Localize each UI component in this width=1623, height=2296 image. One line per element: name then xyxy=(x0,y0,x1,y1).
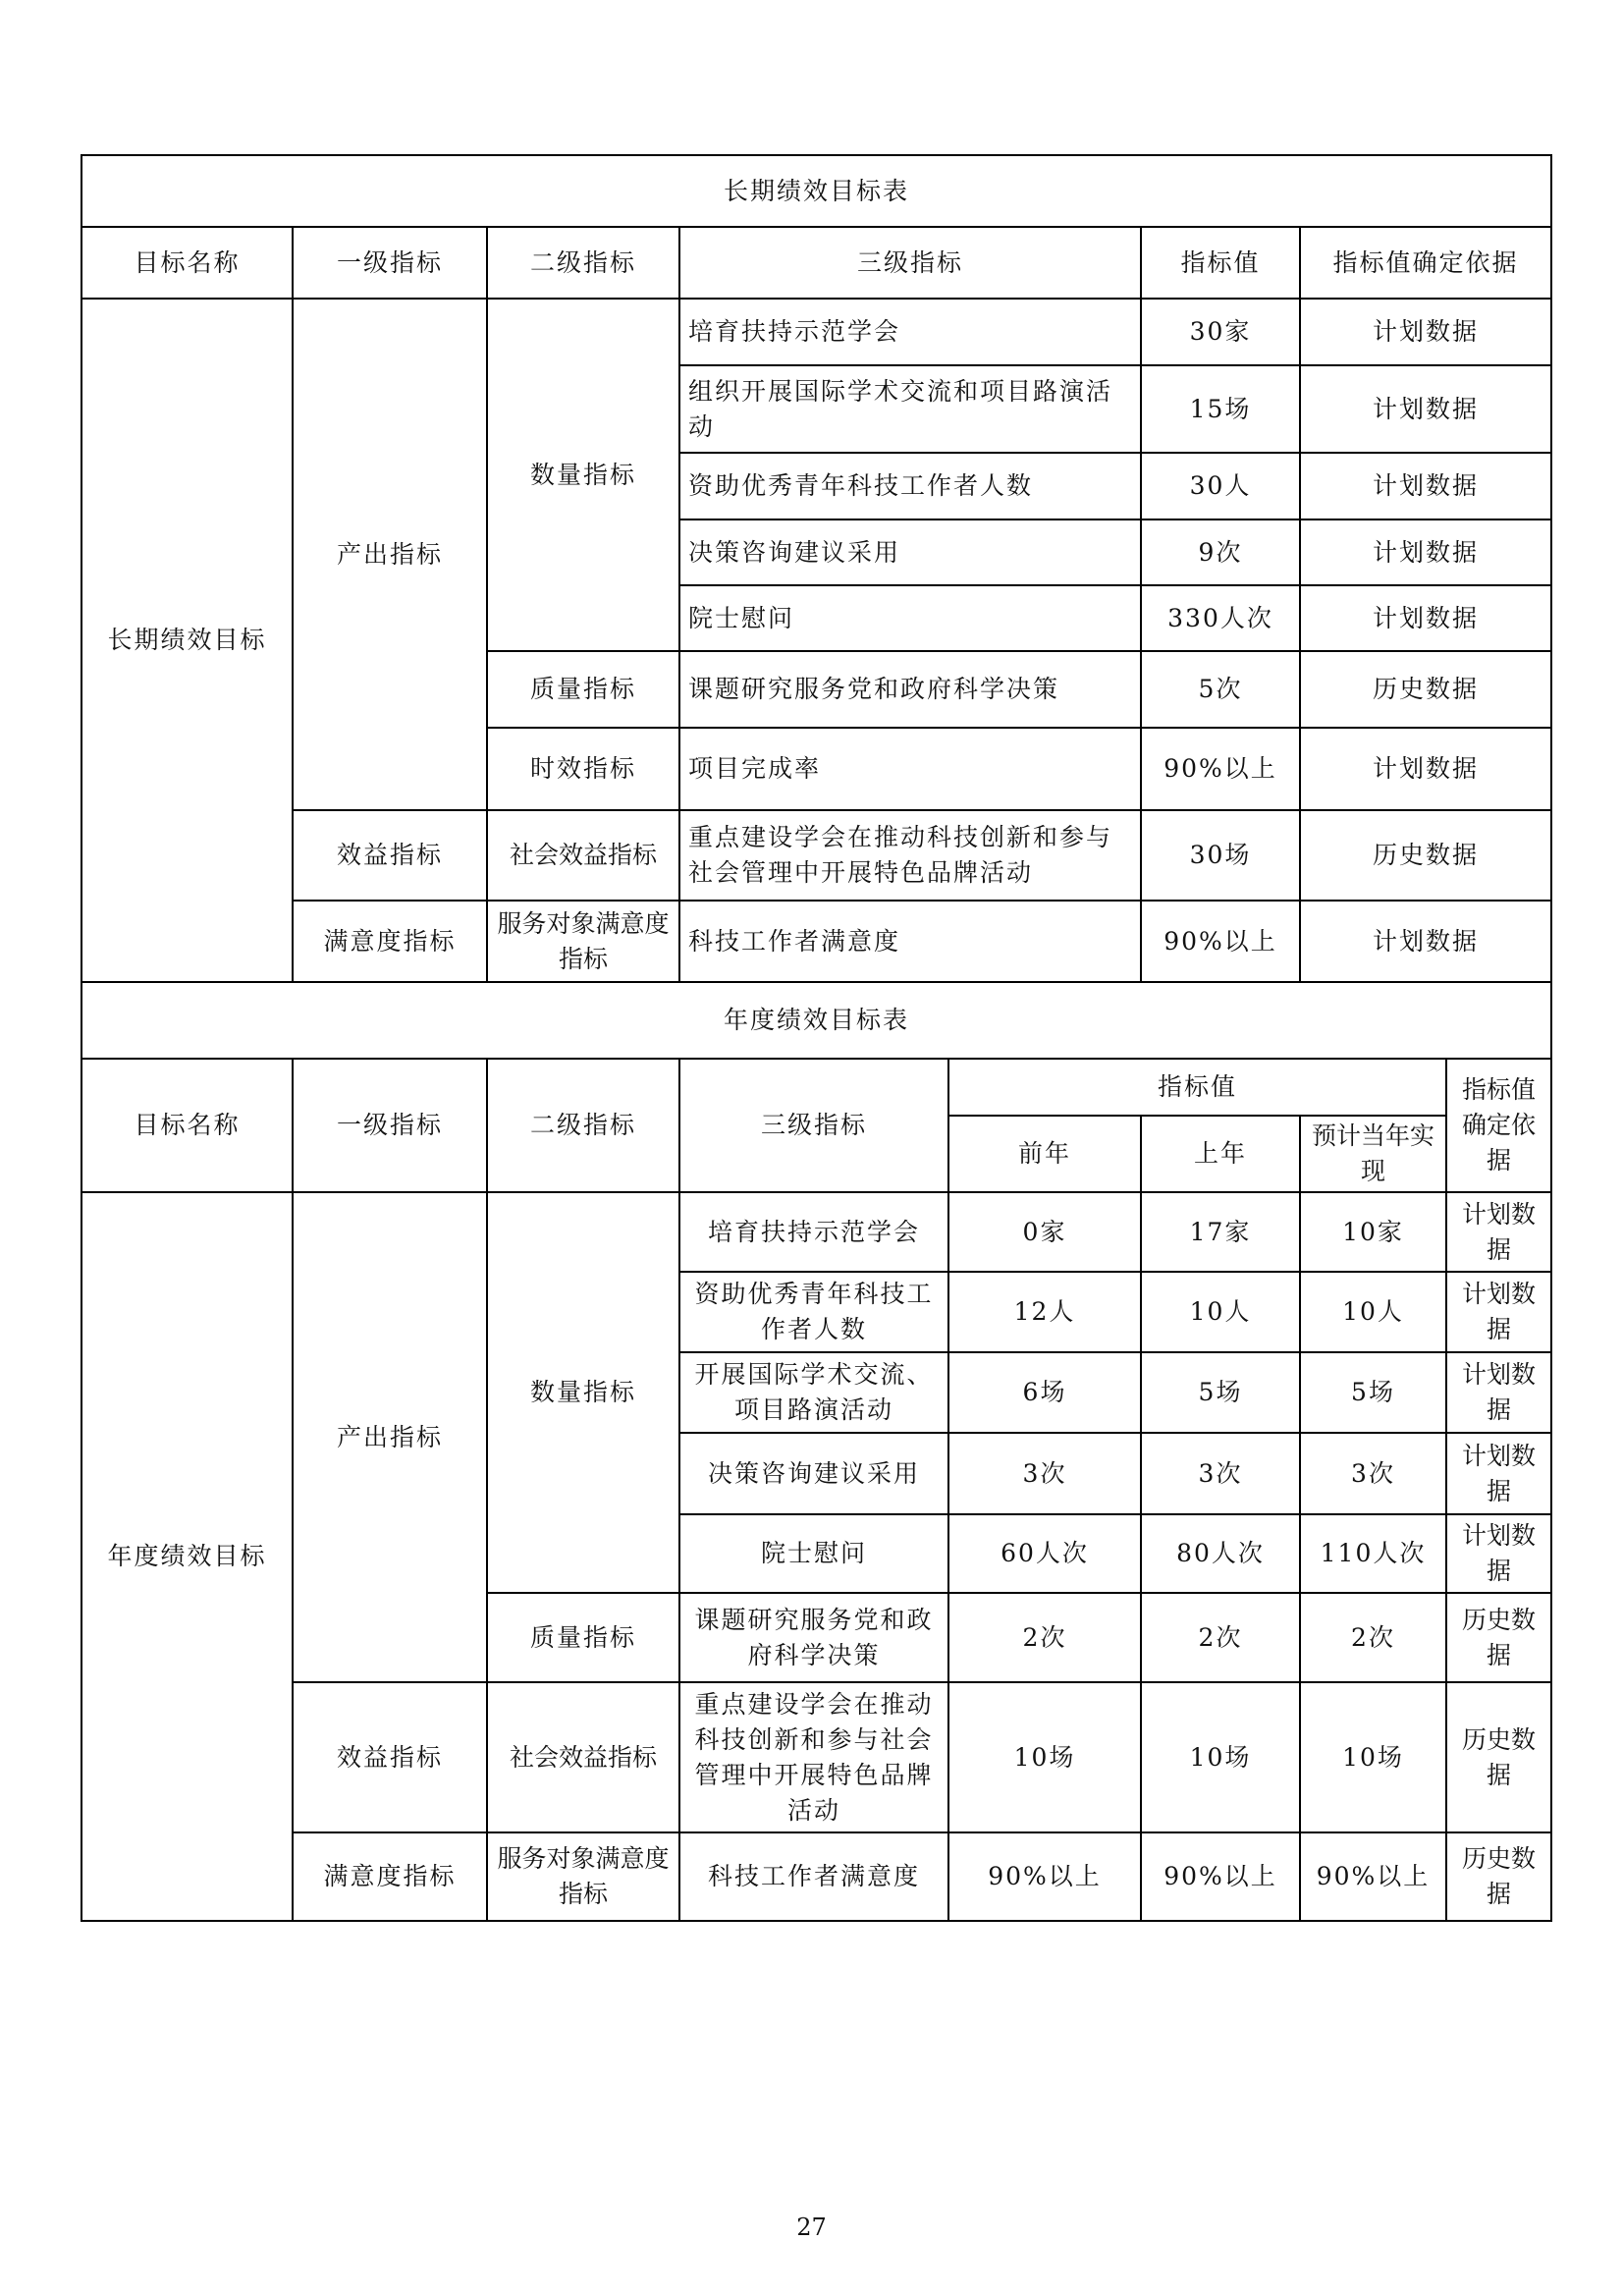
lt-row-basis: 计划数据 xyxy=(1300,299,1551,365)
an-quality-cell: 质量指标 xyxy=(487,1593,679,1682)
lt-row-basis: 计划数据 xyxy=(1300,585,1551,651)
an-header-prev-year: 前年 xyxy=(948,1116,1141,1192)
lt-row-name: 课题研究服务党和政府科学决策 xyxy=(679,651,1141,728)
an-row-last: 90%以上 xyxy=(1141,1832,1300,1921)
lt-row-basis: 计划数据 xyxy=(1300,365,1551,453)
lt-row-value: 5次 xyxy=(1141,651,1300,728)
an-row-last: 10场 xyxy=(1141,1682,1300,1832)
an-row-last: 17家 xyxy=(1141,1192,1300,1272)
an-row-last: 10人 xyxy=(1141,1272,1300,1352)
an-row-expected: 110人次 xyxy=(1300,1514,1446,1593)
an-row-basis: 计划数据 xyxy=(1446,1433,1551,1514)
lt-row-name: 组织开展国际学术交流和项目路演活动 xyxy=(679,365,1141,453)
an-header-expected: 预计当年实现 xyxy=(1300,1116,1446,1192)
an-row-expected: 3次 xyxy=(1300,1433,1446,1514)
an-row-basis: 计划数据 xyxy=(1446,1192,1551,1272)
an-row-prev: 60人次 xyxy=(948,1514,1141,1593)
lt-row-name: 科技工作者满意度 xyxy=(679,901,1141,982)
lt-row-value: 30人 xyxy=(1141,453,1300,519)
an-row-basis: 历史数据 xyxy=(1446,1832,1551,1921)
lt-service-sat-cell: 服务对象满意度指标 xyxy=(487,901,679,982)
an-row-expected: 10人 xyxy=(1300,1272,1446,1352)
lt-row-value: 330人次 xyxy=(1141,585,1300,651)
an-benefit-cell: 效益指标 xyxy=(293,1682,487,1832)
an-row-prev: 12人 xyxy=(948,1272,1141,1352)
lt-row-value: 30家 xyxy=(1141,299,1300,365)
an-row-prev: 2次 xyxy=(948,1593,1141,1682)
an-row-prev: 3次 xyxy=(948,1433,1141,1514)
an-row-name: 资助优秀青年科技工作者人数 xyxy=(679,1272,948,1352)
an-row-prev: 0家 xyxy=(948,1192,1141,1272)
lt-row-value: 90%以上 xyxy=(1141,728,1300,810)
an-row-name: 科技工作者满意度 xyxy=(679,1832,948,1921)
lt-row-basis: 历史数据 xyxy=(1300,810,1551,901)
an-row-name: 决策咨询建议采用 xyxy=(679,1433,948,1514)
an-output-cell: 产出指标 xyxy=(293,1192,487,1682)
lt-output-cell: 产出指标 xyxy=(293,299,487,810)
an-row-last: 80人次 xyxy=(1141,1514,1300,1593)
an-header-level1: 一级指标 xyxy=(293,1059,487,1192)
lt-row-value: 90%以上 xyxy=(1141,901,1300,982)
an-row-expected: 5场 xyxy=(1300,1352,1446,1433)
an-service-sat-cell: 服务对象满意度指标 xyxy=(487,1832,679,1921)
lt-row-value: 9次 xyxy=(1141,519,1300,585)
an-row-basis: 历史数据 xyxy=(1446,1593,1551,1682)
annual-title: 年度绩效目标表 xyxy=(81,982,1551,1059)
an-row-name: 院士慰问 xyxy=(679,1514,948,1593)
an-header-value: 指标值 xyxy=(948,1059,1446,1116)
lt-header-basis: 指标值确定依据 xyxy=(1300,227,1551,299)
an-row-basis: 历史数据 xyxy=(1446,1682,1551,1832)
lt-row-basis: 计划数据 xyxy=(1300,453,1551,519)
lt-row-name: 资助优秀青年科技工作者人数 xyxy=(679,453,1141,519)
an-goal-cell: 年度绩效目标 xyxy=(81,1192,293,1921)
lt-row-basis: 计划数据 xyxy=(1300,901,1551,982)
an-header-level3: 三级指标 xyxy=(679,1059,948,1192)
an-quantity-cell: 数量指标 xyxy=(487,1192,679,1593)
lt-row-name: 重点建设学会在推动科技创新和参与社会管理中开展特色品牌活动 xyxy=(679,810,1141,901)
an-row-expected: 2次 xyxy=(1300,1593,1446,1682)
an-row-prev: 6场 xyxy=(948,1352,1141,1433)
an-row-basis: 计划数据 xyxy=(1446,1272,1551,1352)
an-header-basis: 指标值确定依据 xyxy=(1446,1059,1551,1192)
an-row-last: 2次 xyxy=(1141,1593,1300,1682)
an-row-basis: 计划数据 xyxy=(1446,1352,1551,1433)
lt-quality-cell: 质量指标 xyxy=(487,651,679,728)
lt-satisfaction-cell: 满意度指标 xyxy=(293,901,487,982)
an-header-goal-name: 目标名称 xyxy=(81,1059,293,1192)
lt-timeliness-cell: 时效指标 xyxy=(487,728,679,810)
an-row-last: 3次 xyxy=(1141,1433,1300,1514)
page-number: 27 xyxy=(796,2214,827,2241)
lt-row-value: 15场 xyxy=(1141,365,1300,453)
lt-row-basis: 计划数据 xyxy=(1300,728,1551,810)
an-row-name: 课题研究服务党和政府科学决策 xyxy=(679,1593,948,1682)
an-satisfaction-cell: 满意度指标 xyxy=(293,1832,487,1921)
lt-quantity-cell: 数量指标 xyxy=(487,299,679,651)
performance-tables xyxy=(81,154,1550,1922)
lt-benefit-cell: 效益指标 xyxy=(293,810,487,901)
an-row-expected: 90%以上 xyxy=(1300,1832,1446,1921)
lt-header-goal-name: 目标名称 xyxy=(81,227,293,299)
lt-row-basis: 历史数据 xyxy=(1300,651,1551,728)
lt-row-name: 培育扶持示范学会 xyxy=(679,299,1141,365)
lt-header-value: 指标值 xyxy=(1141,227,1300,299)
lt-header-level1: 一级指标 xyxy=(293,227,487,299)
lt-row-value: 30场 xyxy=(1141,810,1300,901)
an-row-name: 培育扶持示范学会 xyxy=(679,1192,948,1272)
an-row-prev: 90%以上 xyxy=(948,1832,1141,1921)
an-row-prev: 10场 xyxy=(948,1682,1141,1832)
lt-row-name: 决策咨询建议采用 xyxy=(679,519,1141,585)
an-header-level2: 二级指标 xyxy=(487,1059,679,1192)
lt-goal-cell: 长期绩效目标 xyxy=(81,299,293,982)
lt-row-name: 项目完成率 xyxy=(679,728,1141,810)
an-row-expected: 10家 xyxy=(1300,1192,1446,1272)
an-row-name: 重点建设学会在推动科技创新和参与社会管理中开展特色品牌活动 xyxy=(679,1682,948,1832)
long-term-title: 长期绩效目标表 xyxy=(81,155,1551,227)
lt-social-cell: 社会效益指标 xyxy=(487,810,679,901)
an-row-last: 5场 xyxy=(1141,1352,1300,1433)
lt-header-level2: 二级指标 xyxy=(487,227,679,299)
an-row-name: 开展国际学术交流、项目路演活动 xyxy=(679,1352,948,1433)
lt-row-name: 院士慰问 xyxy=(679,585,1141,651)
lt-row-basis: 计划数据 xyxy=(1300,519,1551,585)
an-header-last-year: 上年 xyxy=(1141,1116,1300,1192)
an-row-basis: 计划数据 xyxy=(1446,1514,1551,1593)
an-row-expected: 10场 xyxy=(1300,1682,1446,1832)
lt-header-level3: 三级指标 xyxy=(679,227,1141,299)
performance-table xyxy=(81,154,1552,1922)
an-social-cell: 社会效益指标 xyxy=(487,1682,679,1832)
